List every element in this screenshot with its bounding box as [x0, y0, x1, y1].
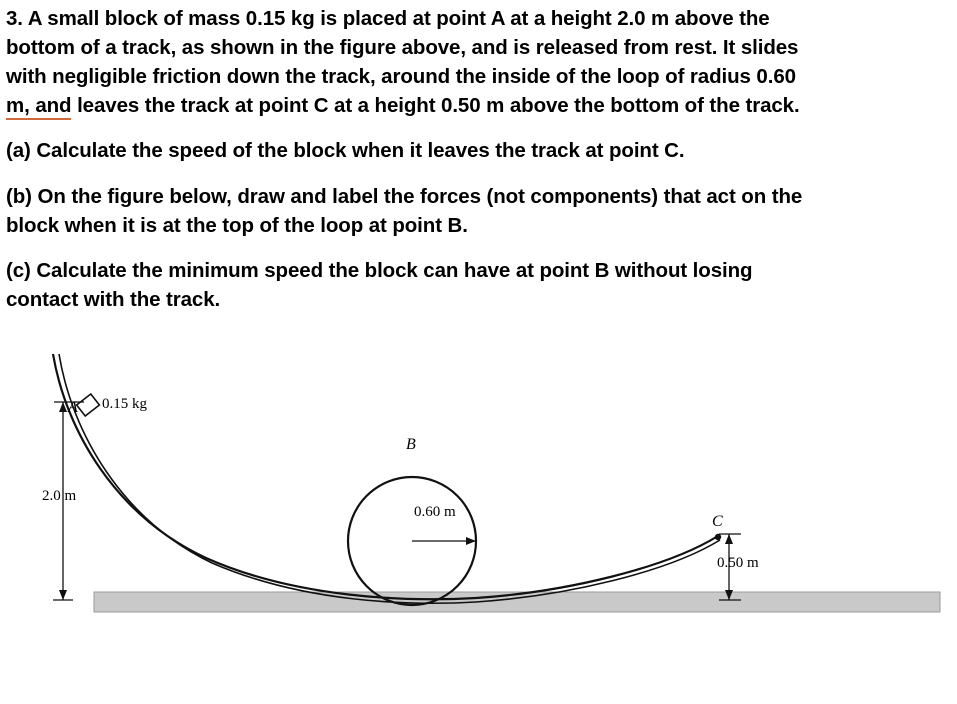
stem-line-3: with negligible friction down the track, around the inside of the loop of radius 0.60 [6, 65, 796, 89]
track-curve-inner [59, 354, 720, 603]
label-height-c: 0.50 m [717, 554, 759, 571]
point-c-marker [715, 534, 721, 540]
stem-line-4-rest: leaves the track at point C at a height 0.50 m above the bottom of the track. [71, 94, 800, 118]
label-point-b: B [406, 435, 416, 453]
block-at-a [77, 394, 100, 416]
problem-part-c [6, 256, 951, 314]
track-curve [53, 354, 718, 599]
label-mass: 0.15 kg [102, 395, 147, 412]
part-a-text: (a) Calculate the speed of the block when it leaves the track at point C. [6, 139, 685, 163]
stem-line-2: bottom of a track, as shown in the figure above, and is released from rest. It slides [6, 36, 799, 60]
problem-part-a [6, 136, 951, 165]
problem-part-b [6, 182, 951, 240]
part-c-line-1: (c) Calculate the minimum speed the block can have at point B without losing [6, 258, 753, 282]
part-b-line-2: block when it is at the top of the loop at point B. [6, 213, 468, 237]
label-point-c: C [712, 512, 723, 530]
label-point-a: A [68, 398, 78, 416]
part-c-line-2: contact with the track. [6, 287, 221, 311]
problem-stem [6, 4, 951, 120]
physics-figure [6, 336, 957, 626]
label-radius: 0.60 m [414, 503, 456, 520]
misspelled-text: m, and [6, 94, 71, 120]
radius-dimension [412, 537, 476, 545]
stem-line-1: 3. A small block of mass 0.15 kg is placed at point A at a height 2.0 m above the [6, 7, 770, 30]
problem-statement [6, 4, 951, 314]
part-b-line-1: (b) On the figure below, draw and label the forces (not components) that act on the [6, 184, 803, 208]
label-height-a: 2.0 m [42, 487, 77, 504]
